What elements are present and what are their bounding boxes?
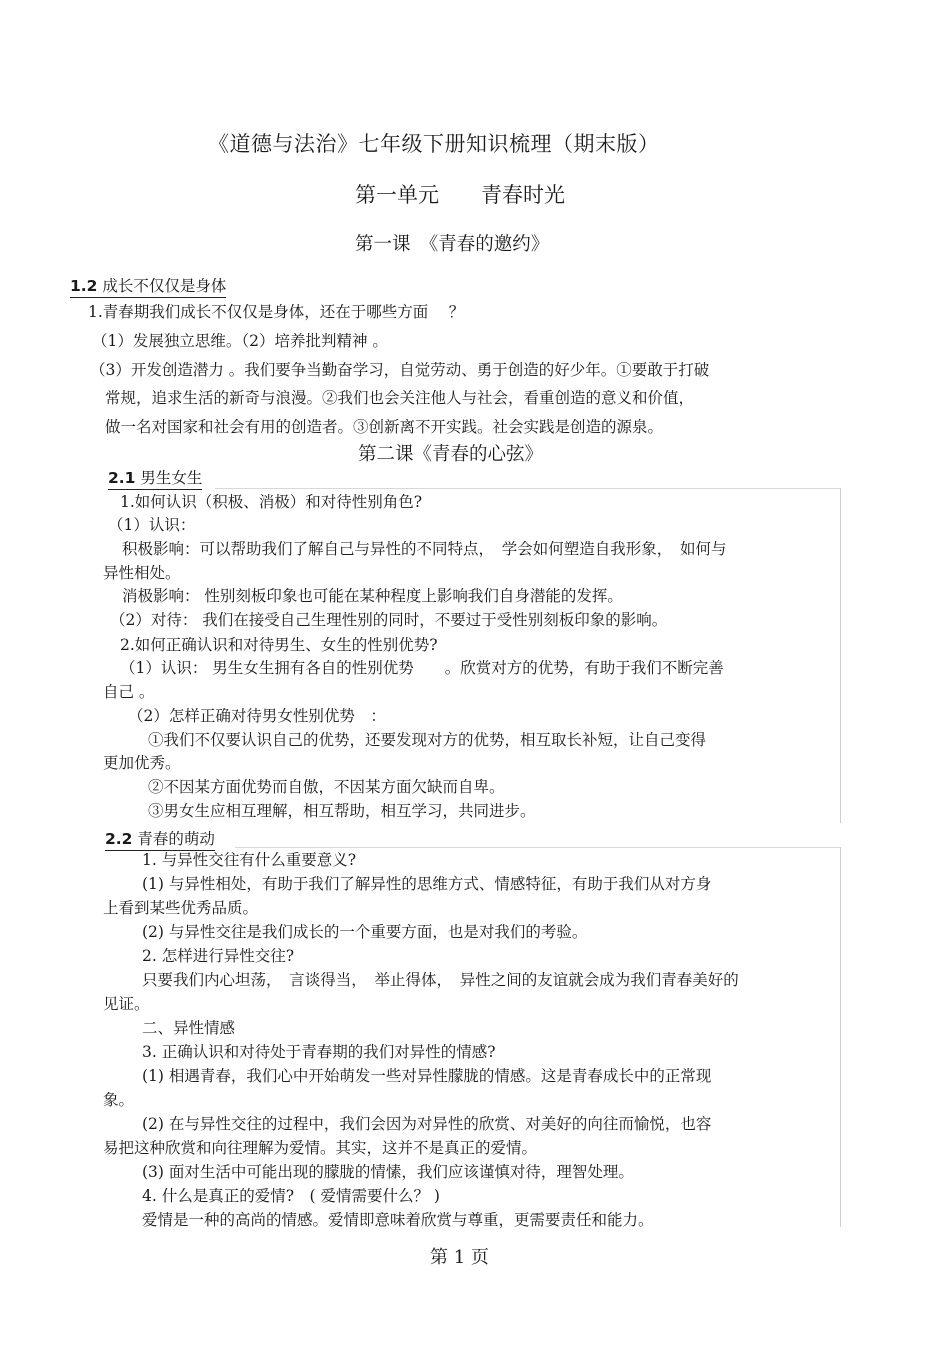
section-2-2-line: (1) 与异性相处，有助于我们了解异性的思维方式、情感特征，有助于我们从对方身 xyxy=(142,875,712,893)
section-2-1-line: 异性相处。 xyxy=(103,564,181,582)
section-1-2-line: 做一名对国家和社会有用的创造者。③创新离不开实践。社会实践是创造的源泉。 xyxy=(105,418,664,436)
section-number: 2.1 xyxy=(108,469,136,487)
section-2-2-line: 易把这种欣赏和向往理解为爱情。其实，这并不是真正的爱情。 xyxy=(103,1139,538,1157)
lesson-2-heading: 第二课《青春的心弦》 xyxy=(358,444,544,465)
section-2-1-line: 自己 。 xyxy=(103,683,155,701)
box-right-rule xyxy=(840,847,841,1227)
section-2-1-line: （1）认识： xyxy=(108,516,196,534)
section-2-2-line: (3) 面对生活中可能出现的朦胧的情愫，我们应该谨慎对待，理智处理。 xyxy=(142,1163,634,1181)
section-2-1-line: 2.如何正确认识和对待男生、女生的性别优势? xyxy=(120,636,438,654)
section-2-2-line: (1) 相遇青春，我们心中开始萌发一些对异性朦胧的情感。这是青春成长中的正常现 xyxy=(142,1067,712,1085)
section-1-2-line: （1）发展独立思维。（2）培养批判精神 。 xyxy=(92,332,388,350)
section-2-2-line: 上看到某些优秀品质。 xyxy=(103,899,259,917)
section-1-2-line: （3）开发创造潜力 。我们要争当勤奋学习，自觉劳动、勇于创造的好少年。①要敢于打破 xyxy=(90,361,710,379)
section-2-2-line: 1. 与异性交往有什么重要意义? xyxy=(142,851,357,869)
section-2-2-line: 2. 怎样进行异性交往? xyxy=(142,947,295,965)
section-label: 成长不仅仅是身体 xyxy=(97,277,227,295)
section-2-2-heading xyxy=(105,827,215,851)
section-2-1-line: 更加优秀。 xyxy=(103,754,181,772)
lesson-1-heading: 第一课 《青春的邀约》 xyxy=(355,234,550,255)
page-number: 第 1 页 xyxy=(430,1247,489,1268)
section-2-2-line: 只要我们内心坦荡， 言谈得当， 举止得体， 异性之间的友谊就会成为我们青春美好的 xyxy=(142,971,739,989)
section-2-2-line: 3. 正确认识和对待处于青春期的我们对异性的情感? xyxy=(142,1043,496,1061)
section-2-1-heading xyxy=(108,466,202,490)
section-2-1-line: ③男女生应相互理解，相互帮助，相互学习，共同进步。 xyxy=(148,802,536,820)
section-2-1-line: （1）认识： 男生女生拥有各自的性别优势 。欣赏对方的优势，有助于我们不断完善 xyxy=(120,659,724,677)
unit-heading: 第一单元 青春时光 xyxy=(355,183,565,207)
section-2-1-line: （2）对待： 我们在接受自己生理性别的同时，不要过于受性别刻板印象的影响。 xyxy=(110,611,668,629)
section-1-2-line: 1.青春期我们成长不仅仅是身体，还在于哪些方面 ？ xyxy=(88,303,465,321)
section-2-2-line: 二、异性情感 xyxy=(142,1019,236,1037)
section-2-1-line: 消极影响： 性别刻板印象也可能在某种程度上影响我们自身潜能的发挥。 xyxy=(122,587,623,605)
section-1-2-heading xyxy=(70,274,226,298)
section-2-1-line: ①我们不仅要认识自己的优势，还要发现对方的优势，相互取长补短，让自己变得 xyxy=(148,731,707,749)
section-2-2-line: 4. 什么是真正的爱情? ( 爱情需要什么？ ) xyxy=(142,1187,440,1205)
section-label: 青春的萌动 xyxy=(132,830,215,848)
section-2-2-line: (2) 在与异性交往的过程中，我们会因为对异性的欣赏、对美好的向往而愉悦，也容 xyxy=(142,1115,712,1133)
section-2-1-line: ②不因某方面优势而自傲，不因某方面欠缺而自卑。 xyxy=(148,778,505,796)
section-2-1-line: 积极影响：可以帮助我们了解自己与异性的不同特点， 学会如何塑造自我形象， 如何与 xyxy=(122,540,727,558)
section-number: 2.2 xyxy=(105,830,133,848)
box-top-rule xyxy=(235,847,840,848)
section-1-2-line: 常规，追求生活的新奇与浪漫。②我们也会关注他人与社会，看重创造的意义和价值， xyxy=(105,389,695,407)
section-2-2-line: (2) 与异性交往是我们成长的一个重要方面，也是对我们的考验。 xyxy=(142,923,588,941)
box-top-rule xyxy=(215,488,840,489)
box-right-rule xyxy=(840,488,841,823)
document-title: 《道德与法治》七年级下册知识梳理（期末版） xyxy=(208,132,660,156)
section-number: 1.2 xyxy=(70,277,98,295)
section-2-2-line: 见证。 xyxy=(103,995,150,1013)
section-2-2-line: 象。 xyxy=(103,1091,135,1109)
section-2-1-line: （2）怎样正确对待男女性别优势 ： xyxy=(128,707,386,725)
section-2-1-line: 1.如何认识（积极、消极）和对待性别角色? xyxy=(120,493,423,511)
section-label: 男生女生 xyxy=(135,469,203,487)
section-2-2-line: 爱情是一种的高尚的情感。爱情即意味着欣赏与尊重，更需要责任和能力。 xyxy=(142,1211,654,1229)
